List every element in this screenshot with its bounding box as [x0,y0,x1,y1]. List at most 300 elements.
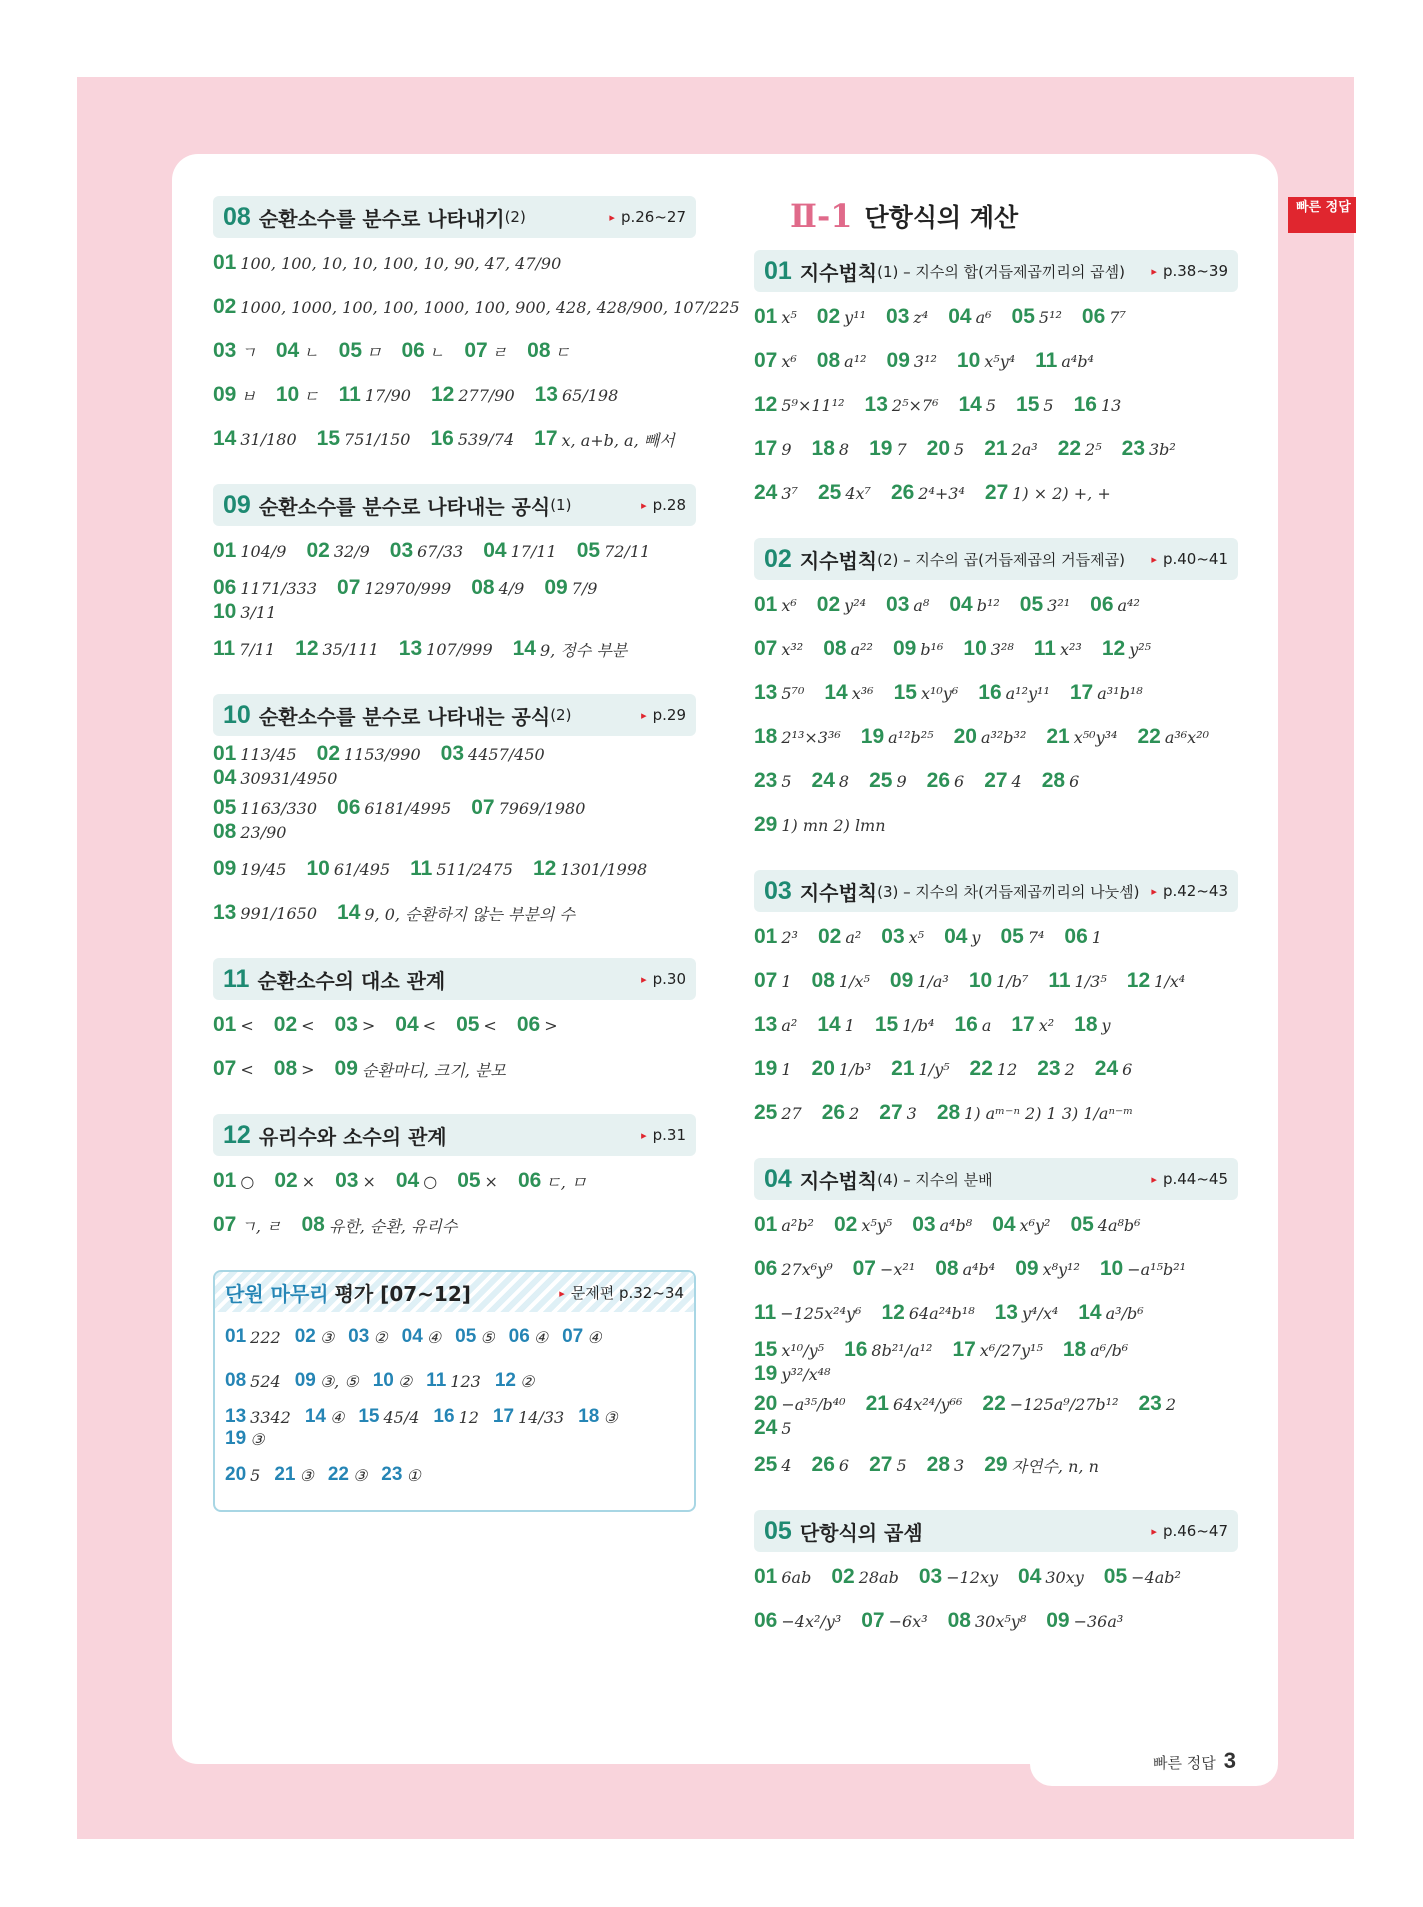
answer-row [754,386,1238,424]
answer-item [1012,305,1062,329]
answer-value: 1000, 1000, 100, 100, 1000, 100, 900, 428, 428/900, 107/225 [240,297,740,317]
answer-item [1015,1257,1080,1281]
question-number: 23 [754,769,778,792]
answer-item [817,305,866,329]
answer-item [866,1392,963,1416]
answer-value: 30x⁵y⁸ [974,1611,1027,1631]
question-number: 03 [334,1013,358,1036]
review-page-reference[interactable]: ▸ 문제편 p.32~34 [559,1282,684,1303]
answer-value: ② [373,1327,388,1347]
question-number: 28 [1041,769,1066,792]
answer-item [948,1609,1027,1633]
section-number: 12 [223,1120,251,1149]
answer-item [1074,1013,1110,1037]
answer-item [812,769,850,793]
answer-value: a²² [850,639,873,659]
answer-item [457,1169,498,1193]
answer-value: 3/11 [240,602,277,622]
answer-item [373,1370,412,1392]
answer-item [893,637,943,661]
page-reference[interactable]: ▸ p.40~41 [1151,550,1228,568]
section-header [213,1114,696,1156]
answer-item [213,820,286,844]
answer-value: 539/74 [457,429,515,449]
answer-value: 5¹² [1038,307,1062,327]
question-number: 15 [754,1338,778,1361]
answer-item [754,481,798,505]
answer-row [754,918,1238,956]
question-number: 12 [494,1370,516,1391]
answer-item [949,593,999,617]
left-column [213,196,740,1512]
answer-item [517,1013,558,1037]
answer-item [823,637,873,661]
answer-value: 2 [1064,1059,1075,1079]
answer-item [754,1362,830,1386]
section-header [754,250,1238,292]
question-number: 23 [1037,1057,1061,1080]
answer-value: y¹¹ [844,307,867,327]
answer-item [919,1565,998,1589]
answer-item [954,725,1027,749]
answer-value: 2³ [781,927,798,947]
question-number: 23 [1138,1392,1162,1415]
answer-row [754,718,1238,756]
question-number: 26 [890,481,915,504]
answer-item [754,1338,824,1362]
answer-item [754,305,797,329]
answer-value: 6ab [781,1567,812,1587]
unit-review-box [213,1270,696,1512]
answer-item [812,969,870,993]
answer-item [301,1213,457,1237]
question-number: 01 [754,593,778,616]
answer-item [869,1453,907,1477]
answer-item [1058,437,1102,461]
answer-item [335,1013,376,1037]
answer-row [213,420,696,458]
answer-item [948,305,991,329]
question-number: 23 [381,1464,403,1485]
question-number: 07 [471,796,495,819]
answer-item [1063,1338,1128,1362]
section-number: 01 [764,256,792,285]
question-number: 07 [852,1257,876,1280]
page-reference[interactable]: ▸ p.44~45 [1151,1170,1228,1188]
section-subtitle: (3) – 지수의 차(거듭제곱끼리의 나눗셈) [877,882,1140,901]
answer-value: 1 [781,1059,792,1079]
answer-value: b¹² [976,595,1000,615]
answer-item [441,742,545,766]
answer-value: 4457/450 [468,744,545,764]
answer-item [754,1416,792,1440]
answer-item [483,539,556,563]
question-number: 14 [817,1013,841,1036]
question-number: 08 [823,637,847,660]
answer-value: −125a⁹/27b¹² [1009,1394,1119,1414]
answer-value: 8 [838,771,850,791]
question-number: 13 [864,393,888,416]
answer-item [335,1057,506,1081]
question-number: 06 [754,1257,778,1280]
answer-item [401,339,444,363]
answer-item [881,925,924,949]
question-number: 17 [754,437,778,460]
question-number: 14 [512,637,536,660]
answer-item [1102,637,1151,661]
answer-value: −125x²⁴y⁶ [780,1303,862,1323]
answer-item [431,383,515,407]
page-reference[interactable]: ▸ p.28 [641,496,686,514]
page-reference[interactable]: ▸ p.29 [641,706,686,724]
answer-row [225,1318,684,1356]
answer-value: 1301/1998 [560,859,648,879]
answer-value: ③ [299,1465,314,1485]
answer-value: < [301,1015,315,1035]
answer-value: ③ [352,1465,368,1485]
answer-item [213,742,297,766]
answer-value: < [240,1059,254,1079]
section-subtitle: (4) – 지수의 분배 [877,1170,993,1189]
answer-value: ③ [603,1407,618,1427]
question-number: 26 [821,1101,846,1124]
answer-value: a¹²y¹¹ [1005,683,1050,703]
question-number: 22 [969,1057,993,1080]
answer-item [430,427,514,451]
question-number: 04 [395,1013,419,1036]
footer-label: 빠른 정답 [1153,1754,1216,1772]
answer-value: x¹⁰y⁶ [920,683,959,703]
section-01 [754,250,1238,512]
question-number: 06 [517,1169,542,1192]
answer-value: 1 [844,1015,855,1035]
question-number: 19 [860,725,885,748]
answer-row [754,806,1238,844]
section-subtitle: (2) [550,706,572,724]
answer-value: 23/90 [240,822,287,842]
review-subtitle: 평가 [07~12] [334,1281,471,1306]
answer-item [396,1169,437,1193]
answer-value: 7/9 [571,578,598,598]
answer-item [754,1453,792,1477]
question-number: 02 [213,295,237,318]
answer-item [213,1057,254,1081]
question-number: 08 [816,349,841,372]
question-number: 18 [1062,1338,1087,1361]
section-title: 순환소수를 분수로 나타내는 공식 [258,494,551,519]
question-number: 25 [869,769,893,792]
question-number: 07 [754,637,778,660]
section-05 [754,1510,1238,1640]
answer-value: a⁴b⁸ [939,1215,973,1235]
page-reference[interactable]: ▸ p.38~39 [1151,262,1228,280]
question-number: 11 [213,637,236,660]
answer-item [890,969,949,993]
answer-value: ④ [330,1407,345,1427]
section-title: 지수법칙 [799,260,878,285]
page-number: 3 [1223,1748,1236,1773]
question-number: 08 [935,1257,959,1280]
answer-item [358,1406,419,1428]
answer-item [1064,925,1102,949]
answer-item [213,427,297,451]
section-04 [754,1158,1238,1484]
question-number: 09 [544,576,568,599]
answer-item [456,1013,497,1037]
answer-value: x⁵ [908,927,925,947]
question-number: 13 [213,901,237,924]
question-number: 06 [754,1609,778,1632]
answer-value: ㄱ, ㄹ [240,1216,282,1236]
answer-value: −x²¹ [879,1259,916,1279]
question-number: 14 [958,393,982,416]
answer-item [984,437,1038,461]
question-number: 05 [1000,925,1024,948]
question-number: 02 [273,1013,298,1036]
answer-value: ⑤ [480,1327,495,1347]
question-number: 16 [430,427,454,450]
question-number: 26 [926,769,950,792]
question-number: 08 [811,969,835,992]
page-reference[interactable]: ▸ p.30 [641,970,686,988]
question-number: 24 [754,481,778,504]
section-subtitle: (2) – 지수의 곱(거듭제곱의 거듭제곱) [877,550,1125,569]
answer-value: ③, ⑤ [319,1371,359,1391]
question-number: 04 [992,1213,1016,1236]
answer-value: ③ [250,1429,265,1449]
question-number: 12 [881,1301,905,1324]
page-reference[interactable]: ▸ p.42~43 [1151,882,1228,900]
page-reference[interactable]: ▸ p.46~47 [1151,1522,1228,1540]
answer-item [831,1565,899,1589]
question-number: 09 [892,637,917,660]
question-number: 02 [816,593,841,616]
answer-item [1048,969,1106,993]
answer-value: ㅂ [240,386,256,406]
answer-value: 113/45 [240,744,297,764]
answer-item [1070,681,1143,705]
review-body [215,1312,694,1510]
answer-item [305,1406,344,1428]
question-number: 05 [1070,1213,1094,1236]
question-number: 11 [410,857,433,880]
answer-item [969,969,1029,993]
question-number: 17 [1069,681,1094,704]
question-number: 29 [754,813,778,836]
answer-row [213,288,740,326]
answer-value: < [240,1015,254,1035]
answer-item [306,857,390,881]
answer-value: 27 [781,1103,802,1123]
answer-value: < [483,1015,497,1035]
question-number: 18 [811,437,835,460]
answer-item [534,427,675,451]
answer-item [1035,349,1094,373]
answer-item [1104,1565,1181,1589]
answer-item [213,901,317,925]
answer-item [1139,1392,1177,1416]
answer-value: x³⁶ [851,683,874,703]
answer-item [754,1565,811,1589]
question-number: 27 [984,769,1008,792]
question-number: 08 [527,339,551,362]
answer-value: 2 [849,1103,860,1123]
answer-value: y⁴/x⁴ [1021,1303,1059,1323]
question-number: 09 [213,383,237,406]
answer-value: x¹⁰/y⁵ [781,1340,825,1360]
section-09 [213,484,696,668]
section-header [213,694,696,736]
quick-answer-tab[interactable]: 빠른 정답 [1288,197,1356,233]
answer-value: a [981,1015,992,1035]
question-number: 14 [304,1406,326,1427]
question-number: 08 [273,1057,298,1080]
question-number: 07 [464,339,488,362]
answer-item [455,1326,494,1348]
answer-value: 6 [838,1455,850,1475]
answer-item [754,681,804,705]
question-number: 19 [225,1428,247,1449]
answer-value: a³²b³² [980,727,1027,747]
question-number: 10 [956,349,981,372]
section-02 [754,538,1238,844]
question-number: 16 [978,681,1002,704]
answer-value: 8 [838,439,850,459]
answer-item [577,539,650,563]
answer-item [865,393,939,417]
question-number: 05 [456,1013,480,1036]
chapter-title [790,196,1238,236]
answer-item [535,383,619,407]
answer-item [869,769,907,793]
question-number: 15 [874,1013,899,1036]
answer-value: × [362,1171,376,1191]
answer-item [213,383,256,407]
question-number: 01 [754,1213,778,1236]
answer-value: 1/b⁷ [996,971,1029,991]
question-number: 09 [889,969,914,992]
answer-item [982,1392,1118,1416]
answer-value: 12 [996,1059,1018,1079]
answer-item [306,539,369,563]
question-number: 09 [334,1057,358,1080]
answer-item [225,1406,291,1428]
question-number: 20 [953,725,977,748]
answer-item [562,1326,601,1348]
answer-value: 3342 [250,1407,291,1427]
answer-value: a⁴² [1117,595,1140,615]
answer-value: > [544,1015,558,1035]
answer-item [891,481,965,505]
answer-value: 35/111 [322,639,379,659]
answer-item [213,295,740,319]
answer-value: 64x²⁴/y⁶⁶ [892,1394,963,1414]
answer-value: 4x⁷ [845,483,871,503]
answer-row [754,630,1238,668]
answer-item [754,1213,814,1237]
answer-item [328,1464,367,1486]
answer-value: 5 [781,771,792,791]
answer-value: 222 [250,1327,281,1347]
answer-value: a² [781,1015,798,1035]
answer-value: ㅁ [366,342,382,362]
question-number: 06 [1090,593,1114,616]
answer-value: −12xy [946,1567,999,1587]
answer-value: 1/b⁴ [902,1015,935,1035]
question-number: 10 [306,857,330,880]
answer-item [339,383,411,407]
answer-value: x⁵y⁵ [861,1215,893,1235]
page-reference[interactable]: ▸ p.26~27 [609,208,686,226]
question-number: 14 [1078,1301,1102,1324]
answer-item [1020,593,1070,617]
question-number: 16 [433,1406,455,1427]
answer-item [954,1013,991,1037]
answer-item [426,1370,481,1392]
answer-item [317,742,421,766]
question-number: 04 [395,1169,420,1192]
question-number: 09 [1046,1609,1070,1632]
answer-item [274,1169,315,1193]
answer-value: 1/y⁵ [918,1059,950,1079]
question-number: 20 [811,1057,835,1080]
page-reference[interactable]: ▸ p.31 [641,1126,686,1144]
answer-value: 3⁷ [781,483,798,503]
answer-value: 9, 정수 부분 [539,640,628,660]
question-number: 08 [301,1213,325,1236]
question-number: 13 [534,383,558,406]
answer-row [213,742,696,790]
question-number: 15 [358,1406,380,1427]
answer-item [399,637,493,661]
question-number: 06 [337,796,361,819]
answer-item [274,1057,315,1081]
question-number: 02 [817,925,842,948]
question-number: 10 [963,637,987,660]
answer-value: x⁸y¹² [1042,1259,1080,1279]
answer-item [963,637,1013,661]
answer-item [1046,725,1117,749]
question-number: 27 [879,1101,903,1124]
answer-value: −6x³ [888,1611,928,1631]
answer-row [754,1338,1238,1386]
section-11 [213,958,696,1088]
question-number: 01 [213,539,237,562]
answer-item [1016,393,1054,417]
answer-value: 9, 0, 순환하지 않는 부분의 수 [364,904,575,924]
answer-row [213,532,696,570]
answer-item [754,1257,833,1281]
answer-item [381,1464,420,1486]
question-number: 02 [833,1213,858,1236]
section-header [213,484,696,526]
question-number: 11 [754,1301,777,1324]
question-number: 25 [817,481,842,504]
answer-item [861,725,934,749]
answer-value: 2⁵ [1085,439,1102,459]
answer-value: 5 [1043,395,1054,415]
answer-value: 2¹³×3³⁶ [781,727,841,747]
answer-value: a⁴b⁴ [962,1259,996,1279]
answer-value: 5 [896,1455,907,1475]
answer-value: 17/90 [364,385,411,405]
answer-value: x⁶y² [1019,1215,1051,1235]
answer-value: 1) × 2) +, + [1012,483,1111,503]
answer-value: 1/x⁴ [1154,971,1186,991]
answer-item [984,1453,1099,1477]
answer-value: a¹²b²⁵ [888,727,934,747]
answer-value: x⁶ [781,351,797,371]
